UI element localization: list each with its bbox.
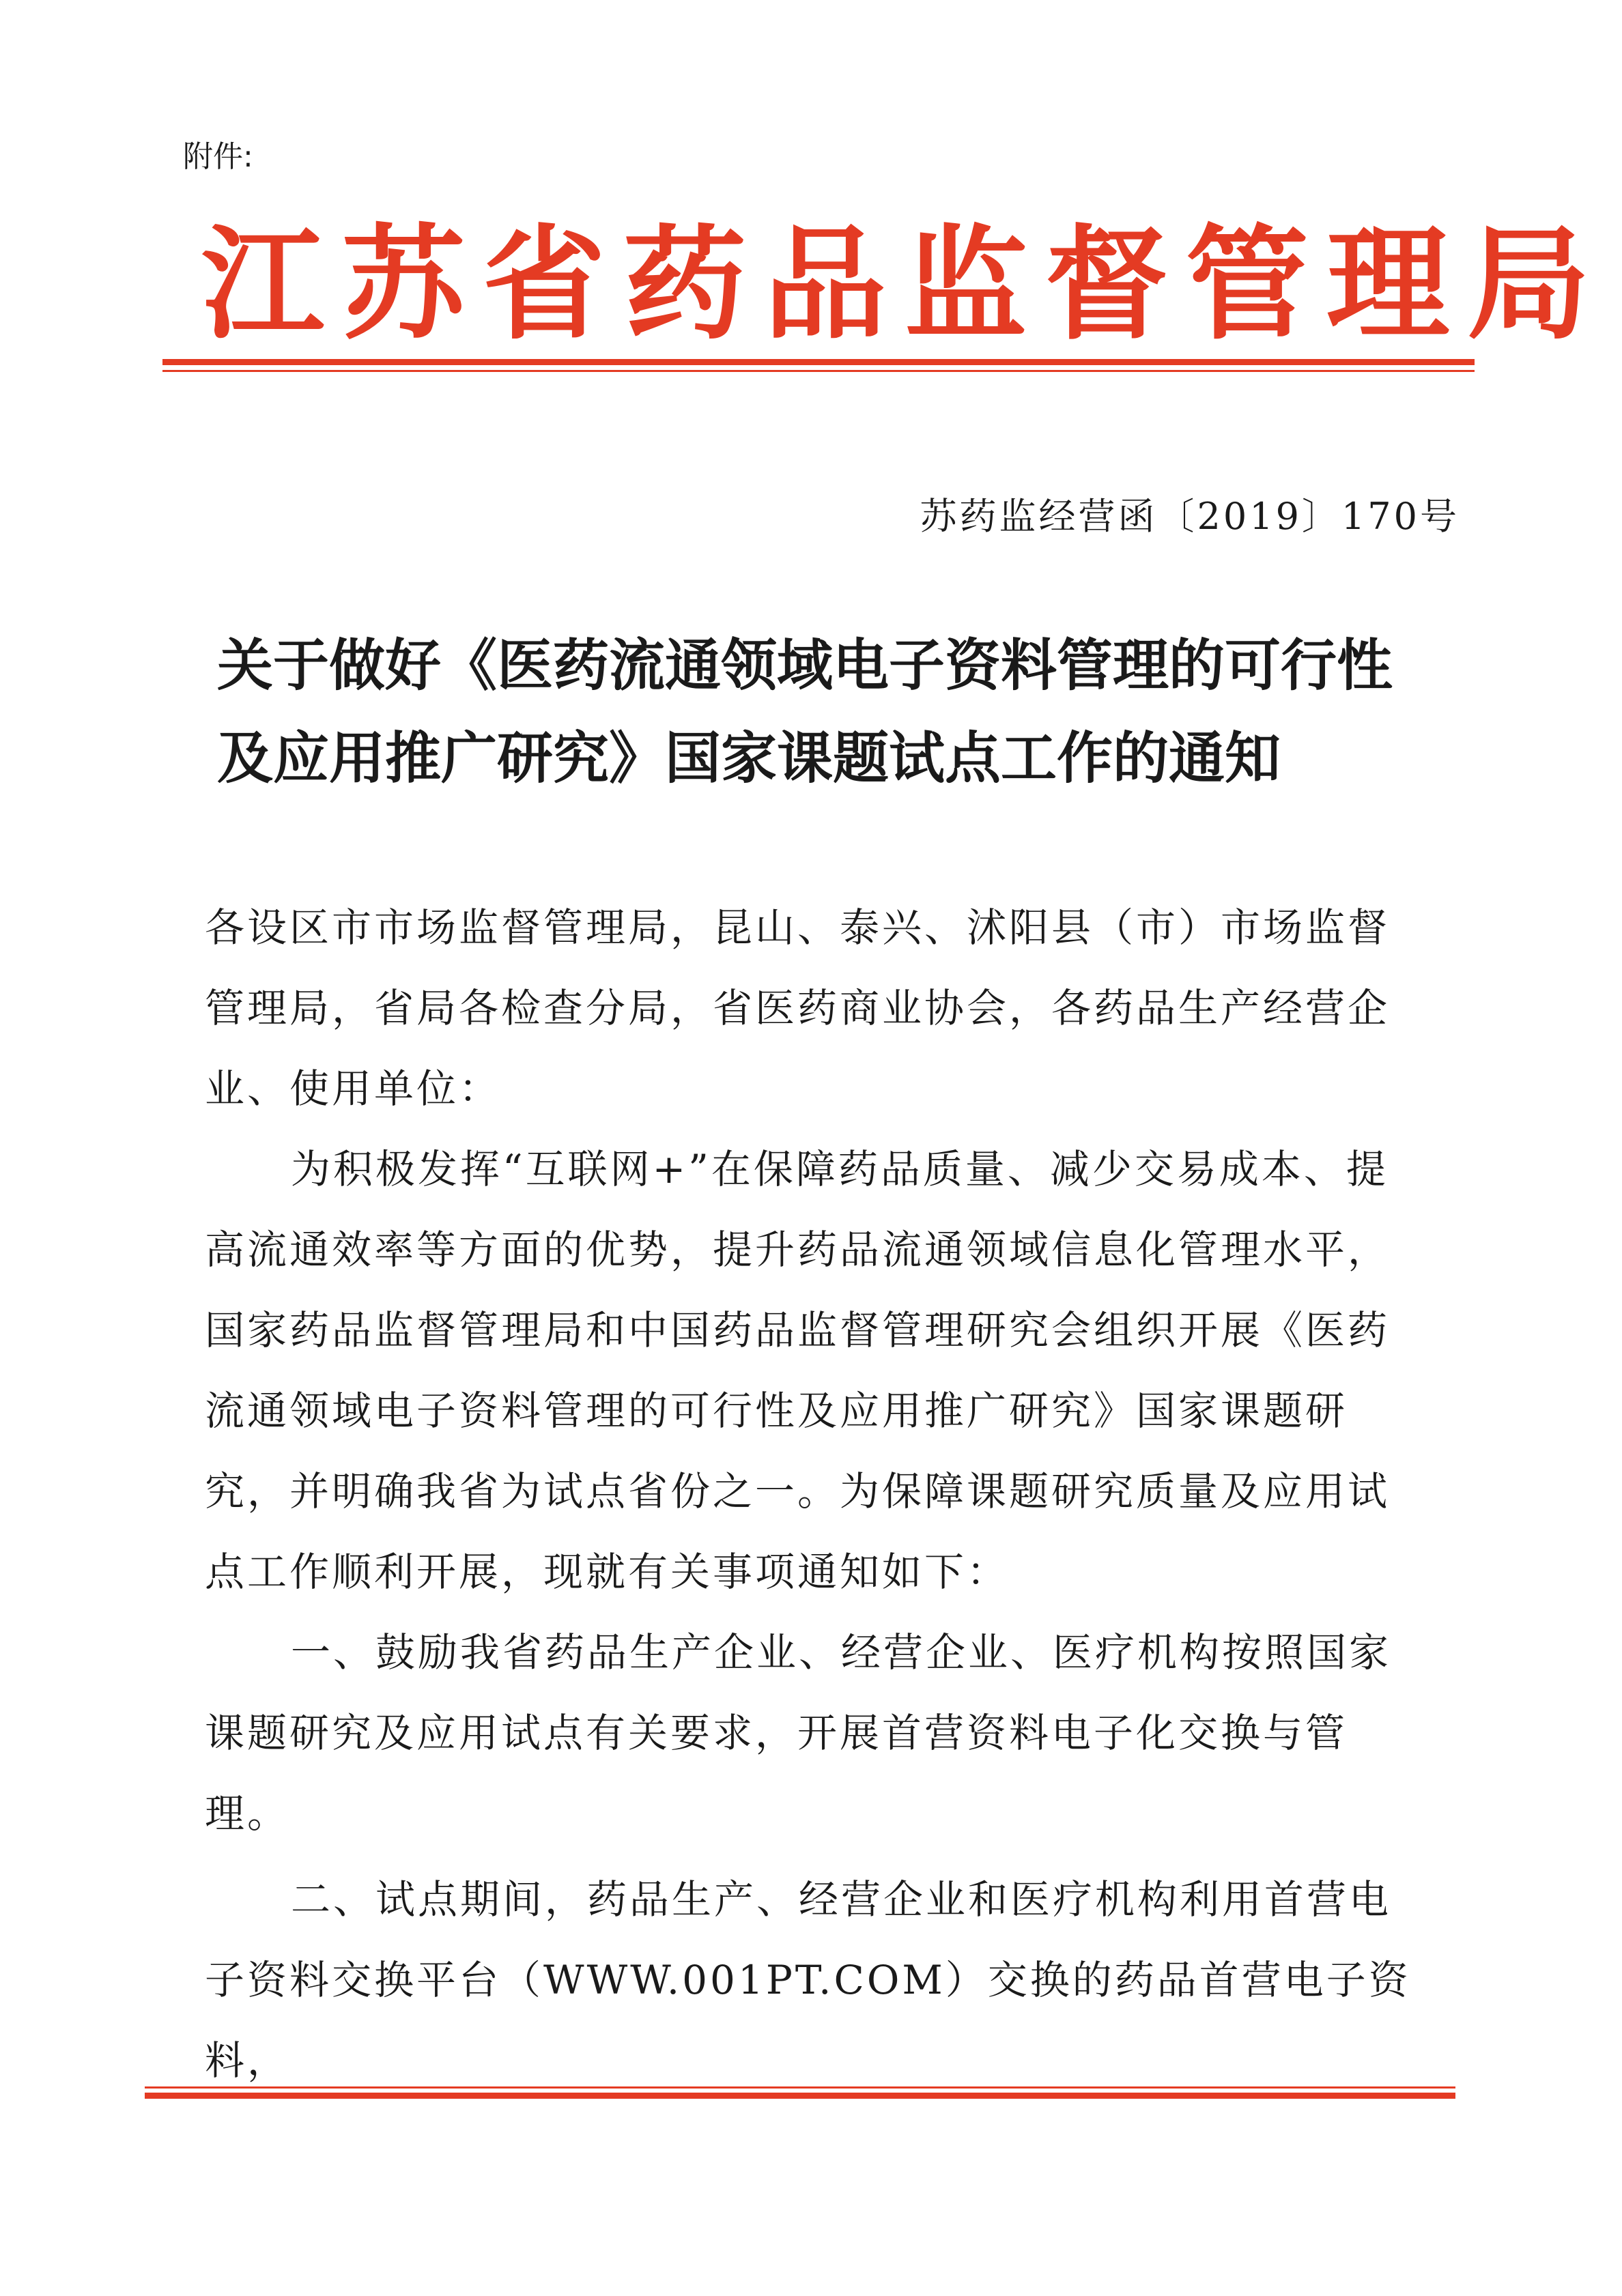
addressees-paragraph: 各设区市市场监督管理局，昆山、泰兴、沭阳县（市）市场监督管理局，省局各检查分局，省医药商业协会，各药品生产经营企业、使用单位： — [205, 904, 1391, 1112]
header-rule-thin — [162, 370, 1475, 372]
document-number: 苏药监经营函〔2019〕170号 — [920, 495, 1460, 538]
document-body — [205, 887, 1413, 2101]
document-title: 关于做好《医药流通领域电子资料管理的可行性及应用推广研究》国家课题试点工作的通知 — [217, 633, 1393, 791]
header-rule-thick — [162, 359, 1475, 365]
body-paragraph: 一、鼓励我省药品生产企业、经营企业、医疗机构按照国家课题研究及应用试点有关要求，开展首营资料电子化交换与管理。 — [205, 1629, 1392, 1837]
footer-rule-thin — [145, 2086, 1455, 2089]
body-paragraph: 二、试点期间，药品生产、经营企业和医疗机构利用首营电子资料交换平台（WWW.001PT.COM）交换的药品首营电子资料， — [205, 1876, 1411, 2084]
footer-rule-thick — [145, 2093, 1455, 2099]
issuer-heading: 江苏省药品监督管理局 — [201, 214, 1608, 356]
attachment-label: 附件: — [183, 139, 253, 174]
body-paragraph: 为积极发挥“互联网+”在保障药品质量、减少交易成本、提高流通效率等方面的优势，提升药品流通领域信息化管理水平，国家药品监督管理局和中国药品监督管理研究会组织开展《医药流通领域电子资料管理的可行性及应用推广研究》国家课题研究，并明确我省为试点省份之一。为保障课题研究质量及应用试点工作顺利开展，现就有关事项通知如下： — [205, 1146, 1391, 1595]
